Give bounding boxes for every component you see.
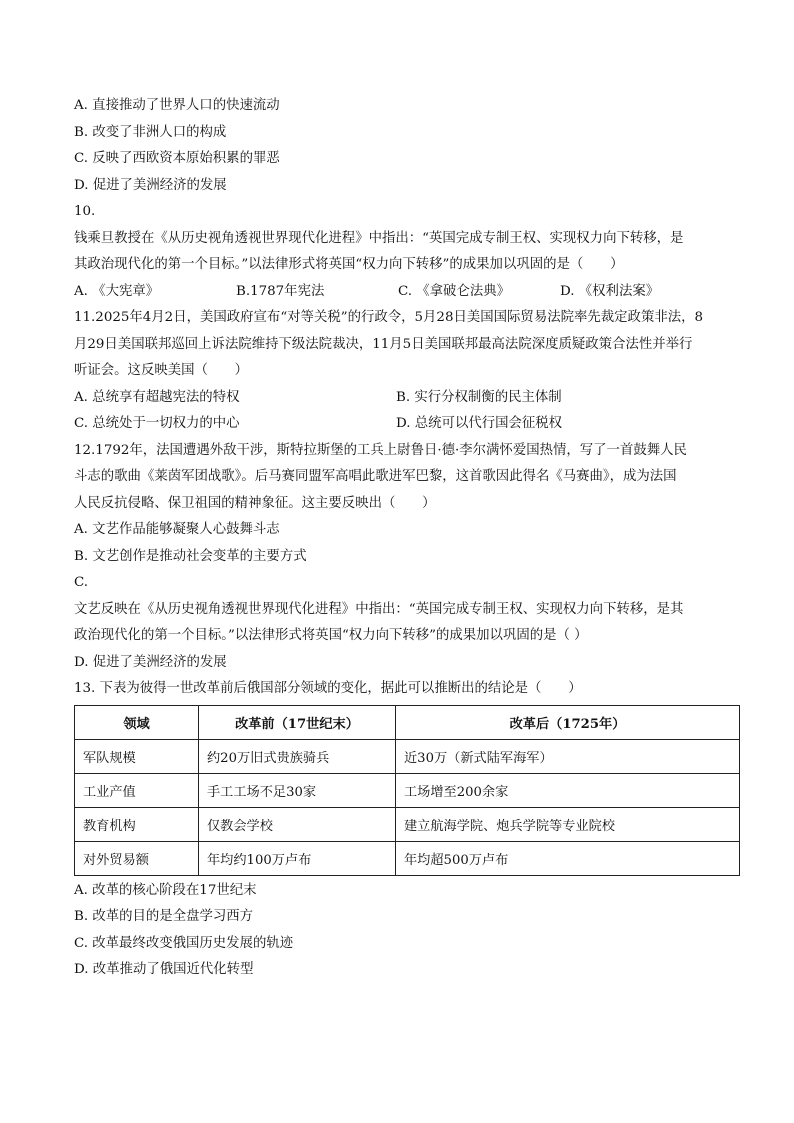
q12-option-c-label: C. [74, 575, 89, 590]
q10-stem-line1: 钱乘旦教授在《从历史视角透视世界现代化进程》中指出：“英国完成专制王权、实现权力向下转移，是 [74, 230, 684, 246]
q11-stem-line1: 11.2025年4月2日，美国政府宣布“对等关税”的行政令，5月28日美国国际贸易法院率先裁定政策非法，8 [74, 310, 704, 325]
q12-option-b: B. 文艺创作是推动社会变革的主要方式 [74, 548, 307, 564]
table-cell: 工业产值 [75, 773, 199, 807]
q12-stem-line2: 斗志的歌曲《莱茵军团战歌》。后马赛同盟军高唱此歌进军巴黎，这首歌因此得名《马赛曲》，成为法国 [74, 469, 677, 484]
table-cell: 仅教会学校 [199, 807, 396, 841]
table-cell: 手工工场不足30家 [199, 773, 396, 807]
q11-option-d: D. 总统可以代行国会征税权 [396, 416, 563, 431]
q13-stem: 13. 下表为彼得一世改革前后俄国部分领域的变化，据此可以推断出的结论是（ ） [74, 681, 582, 696]
q10-option-a: A. 《大宪章》 [74, 283, 160, 299]
q12-option-c-text-line2: 政治现代化的第一个目标。”以法律形式将英国“权力向下转移”的成果加以巩固的是（ ） [74, 628, 588, 643]
q11-options-row1 [74, 385, 742, 412]
q12-option-c-text-line1: 文艺反映在《从历史视角透视世界现代化进程》中指出：“英国完成专制王权、实现权力向下转移，是其 [74, 601, 684, 617]
table-cell: 年均约100万卢布 [199, 841, 396, 875]
q9-option-d: D. 促进了美洲经济的发展 [74, 177, 227, 193]
q11-option-b: B. 实行分权制衡的民主体制 [396, 389, 562, 405]
table-cell: 约20万旧式贵族骑兵 [199, 739, 396, 773]
q12-stem-line1: 12.1792年，法国遭遇外敌干涉，斯特拉斯堡的工兵上尉鲁日·德·李尔满怀爱国热情，写了一首鼓舞人民 [74, 442, 687, 458]
table-cell: 年均超500万卢布 [396, 841, 740, 875]
q10-stem-line2: 其政治现代化的第一个目标。”以法律形式将英国“权力向下转移”的成果加以巩固的是（ ） [74, 257, 624, 272]
q13-option-d: D. 改革推动了俄国近代化转型 [74, 962, 254, 977]
q11-stem-line3: 听证会。这反映美国（ ） [74, 363, 249, 378]
q10-option-d: D. 《权利法案》 [560, 283, 660, 299]
table-header-cell: 领域 [75, 705, 199, 739]
q13-option-c: C. 改革最终改变俄国历史发展的轨迹 [74, 935, 294, 951]
q13-option-a: A. 改革的核心阶段在17世纪末 [74, 882, 257, 898]
q10-option-c: C. 《拿破仑法典》 [398, 283, 511, 299]
table-row [75, 807, 740, 841]
q10-option-b: B.1787年宪法 [236, 283, 325, 299]
q13-option-b: B. 改革的目的是全盘学习西方 [74, 909, 254, 924]
q10-options [74, 279, 742, 306]
q9-option-b: B. 改变了非洲人口的构成 [74, 124, 227, 140]
table-header-cell: 改革前（17世纪末） [199, 705, 396, 739]
table-cell: 建立航海学院、炮兵学院等专业院校 [396, 807, 740, 841]
q11-option-a: A. 总统享有超越宪法的特权 [74, 389, 240, 405]
q11-option-c: C. 总统处于一切权力的中心 [74, 416, 240, 431]
table-cell: 近30万（新式陆军海军） [396, 739, 740, 773]
table-cell: 对外贸易额 [75, 841, 199, 875]
table-row [75, 773, 740, 807]
q12-stem-line3: 人民反抗侵略、保卫祖国的精神象征。这主要反映出（ ） [74, 495, 436, 511]
q11-stem-line2: 月29日美国联邦巡回上诉法院维持下级法院裁决，11月5日美国联邦最高法院深度质疑政策合法性并举行 [74, 336, 693, 352]
q11-options-row2 [74, 411, 742, 438]
table-row [75, 739, 740, 773]
reform-comparison-table [74, 705, 740, 876]
table-row [75, 841, 740, 875]
exam-page [74, 93, 742, 984]
table-cell: 军队规模 [75, 739, 199, 773]
q12-option-a: A. 文艺作品能够凝聚人心鼓舞斗志 [74, 522, 280, 537]
table-cell: 工场增至200余家 [396, 773, 740, 807]
q10-number: 10. [74, 204, 96, 219]
table-cell: 教育机构 [75, 807, 199, 841]
q9-option-a: A. 直接推动了世界人口的快速流动 [74, 98, 280, 113]
q12-option-d: D. 促进了美洲经济的发展 [74, 654, 227, 670]
q9-option-c: C. 反映了西欧资本原始积累的罪恶 [74, 151, 280, 166]
table-header-row [75, 705, 740, 739]
table-header-cell: 改革后（1725年） [396, 705, 740, 739]
